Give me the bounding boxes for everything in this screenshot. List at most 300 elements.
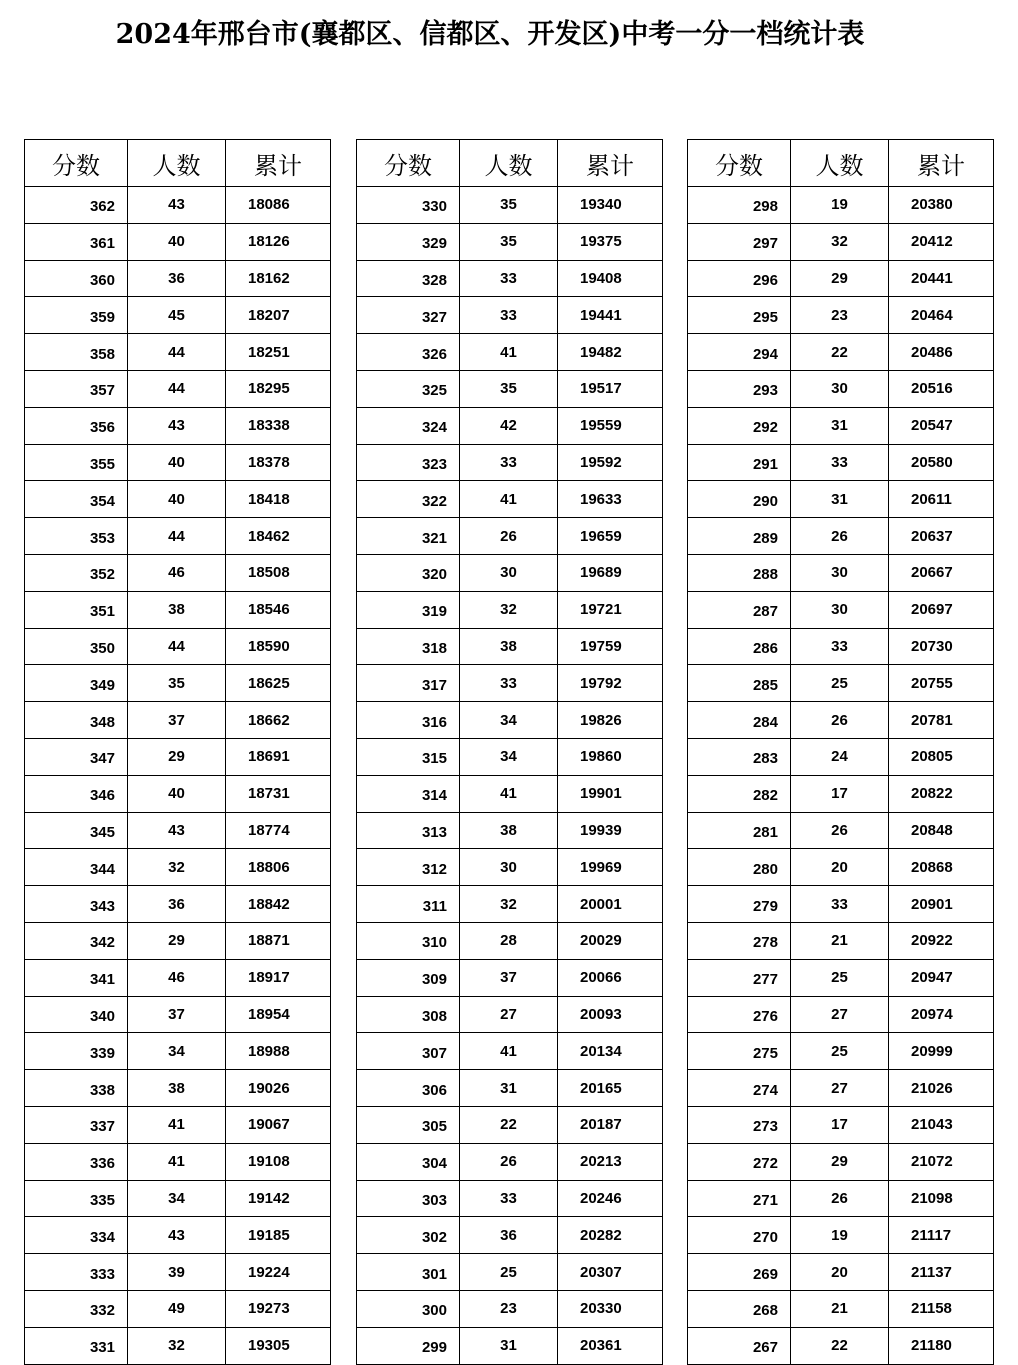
score-cell: 306 [357, 1070, 460, 1107]
score-cell: 292 [688, 407, 791, 444]
header-count: 人数 [460, 140, 558, 187]
count-cell: 26 [791, 812, 889, 849]
cumulative-cell: 19659 [558, 518, 663, 555]
count-cell: 39 [128, 1254, 226, 1291]
count-cell: 17 [791, 775, 889, 812]
table-row [25, 775, 331, 812]
count-cell: 36 [460, 1217, 558, 1254]
table-row [688, 1290, 994, 1327]
count-cell: 30 [791, 370, 889, 407]
table-row [357, 407, 663, 444]
score-cell: 296 [688, 260, 791, 297]
count-cell: 33 [791, 444, 889, 481]
cumulative-cell: 18774 [226, 812, 331, 849]
count-cell: 26 [460, 518, 558, 555]
count-cell: 33 [460, 444, 558, 481]
count-cell: 25 [460, 1254, 558, 1291]
score-cell: 273 [688, 1106, 791, 1143]
header-score: 分数 [357, 140, 460, 187]
cumulative-cell: 19689 [558, 554, 663, 591]
count-cell: 17 [791, 1106, 889, 1143]
score-cell: 326 [357, 334, 460, 371]
cumulative-cell: 19273 [226, 1290, 331, 1327]
count-cell: 26 [460, 1143, 558, 1180]
count-cell: 43 [128, 407, 226, 444]
cumulative-cell: 20547 [889, 407, 994, 444]
score-cell: 357 [25, 370, 128, 407]
count-cell: 27 [791, 1070, 889, 1107]
table-row [688, 554, 994, 591]
count-cell: 44 [128, 334, 226, 371]
count-cell: 41 [460, 775, 558, 812]
score-cell: 275 [688, 1033, 791, 1070]
table-row [688, 702, 994, 739]
table-row [688, 223, 994, 260]
table-row [25, 1290, 331, 1327]
score-cell: 283 [688, 738, 791, 775]
table-row [688, 1180, 994, 1217]
score-cell: 323 [357, 444, 460, 481]
score-cell: 268 [688, 1290, 791, 1327]
count-cell: 24 [791, 738, 889, 775]
score-cell: 349 [25, 665, 128, 702]
score-cell: 340 [25, 996, 128, 1033]
table-row [688, 1327, 994, 1364]
cumulative-cell: 20361 [558, 1327, 663, 1364]
count-cell: 43 [128, 1217, 226, 1254]
count-cell: 20 [791, 1254, 889, 1291]
cumulative-cell: 21098 [889, 1180, 994, 1217]
score-table-1 [24, 139, 331, 1365]
score-table-2 [356, 139, 663, 1365]
count-cell: 29 [791, 260, 889, 297]
score-cell: 280 [688, 849, 791, 886]
count-cell: 34 [460, 738, 558, 775]
cumulative-cell: 19441 [558, 297, 663, 334]
score-cell: 318 [357, 628, 460, 665]
table-row [357, 1180, 663, 1217]
score-cell: 324 [357, 407, 460, 444]
count-cell: 26 [791, 702, 889, 739]
score-cell: 281 [688, 812, 791, 849]
score-cell: 297 [688, 223, 791, 260]
score-cell: 290 [688, 481, 791, 518]
score-cell: 309 [357, 959, 460, 996]
count-cell: 22 [791, 1327, 889, 1364]
table-row [25, 702, 331, 739]
score-cell: 299 [357, 1327, 460, 1364]
table-row [357, 922, 663, 959]
score-cell: 315 [357, 738, 460, 775]
score-cell: 279 [688, 886, 791, 923]
score-cell: 350 [25, 628, 128, 665]
count-cell: 36 [128, 886, 226, 923]
count-cell: 35 [460, 370, 558, 407]
table-row [25, 886, 331, 923]
score-cell: 285 [688, 665, 791, 702]
score-cell: 284 [688, 702, 791, 739]
cumulative-cell: 18508 [226, 554, 331, 591]
cumulative-cell: 18546 [226, 591, 331, 628]
table-row [688, 738, 994, 775]
score-cell: 361 [25, 223, 128, 260]
cumulative-cell: 19517 [558, 370, 663, 407]
cumulative-cell: 18842 [226, 886, 331, 923]
cumulative-cell: 19721 [558, 591, 663, 628]
count-cell: 41 [460, 481, 558, 518]
score-cell: 298 [688, 187, 791, 224]
score-cell: 358 [25, 334, 128, 371]
score-cell: 359 [25, 297, 128, 334]
count-cell: 19 [791, 1217, 889, 1254]
table-row [688, 812, 994, 849]
cumulative-cell: 18086 [226, 187, 331, 224]
score-cell: 316 [357, 702, 460, 739]
cumulative-cell: 20464 [889, 297, 994, 334]
count-cell: 31 [460, 1327, 558, 1364]
table-row [688, 1217, 994, 1254]
count-cell: 44 [128, 518, 226, 555]
cumulative-cell: 18625 [226, 665, 331, 702]
score-cell: 312 [357, 849, 460, 886]
cumulative-cell: 20901 [889, 886, 994, 923]
table-row [357, 297, 663, 334]
score-cell: 308 [357, 996, 460, 1033]
count-cell: 33 [791, 628, 889, 665]
score-cell: 276 [688, 996, 791, 1033]
table-row [25, 518, 331, 555]
count-cell: 40 [128, 481, 226, 518]
cumulative-cell: 20868 [889, 849, 994, 886]
cumulative-cell: 19375 [558, 223, 663, 260]
score-cell: 277 [688, 959, 791, 996]
score-cell: 286 [688, 628, 791, 665]
cumulative-cell: 18418 [226, 481, 331, 518]
score-cell: 288 [688, 554, 791, 591]
score-cell: 332 [25, 1290, 128, 1327]
header-row [25, 140, 331, 187]
cumulative-cell: 18988 [226, 1033, 331, 1070]
score-cell: 345 [25, 812, 128, 849]
cumulative-cell: 20001 [558, 886, 663, 923]
table-row [688, 187, 994, 224]
count-cell: 23 [791, 297, 889, 334]
score-cell: 320 [357, 554, 460, 591]
table-row [688, 886, 994, 923]
score-cell: 295 [688, 297, 791, 334]
score-cell: 282 [688, 775, 791, 812]
cumulative-cell: 20974 [889, 996, 994, 1033]
score-cell: 319 [357, 591, 460, 628]
table-row [357, 444, 663, 481]
count-cell: 45 [128, 297, 226, 334]
table-row [688, 334, 994, 371]
count-cell: 26 [791, 1180, 889, 1217]
header-cumulative: 累计 [558, 140, 663, 187]
score-cell: 329 [357, 223, 460, 260]
table-row [688, 922, 994, 959]
count-cell: 32 [460, 591, 558, 628]
count-cell: 38 [128, 591, 226, 628]
count-cell: 30 [791, 554, 889, 591]
header-score: 分数 [25, 140, 128, 187]
score-cell: 335 [25, 1180, 128, 1217]
cumulative-cell: 18871 [226, 922, 331, 959]
score-cell: 322 [357, 481, 460, 518]
header-cumulative: 累计 [226, 140, 331, 187]
cumulative-cell: 21158 [889, 1290, 994, 1327]
score-cell: 347 [25, 738, 128, 775]
table-row [25, 1106, 331, 1143]
score-cell: 267 [688, 1327, 791, 1364]
score-cell: 344 [25, 849, 128, 886]
score-cell: 307 [357, 1033, 460, 1070]
count-cell: 22 [460, 1106, 558, 1143]
score-cell: 362 [25, 187, 128, 224]
table-row [25, 996, 331, 1033]
table-row [357, 1290, 663, 1327]
score-cell: 289 [688, 518, 791, 555]
cumulative-cell: 19939 [558, 812, 663, 849]
score-cell: 302 [357, 1217, 460, 1254]
cumulative-cell: 20755 [889, 665, 994, 702]
score-cell: 325 [357, 370, 460, 407]
cumulative-cell: 18662 [226, 702, 331, 739]
cumulative-cell: 20165 [558, 1070, 663, 1107]
table-row [688, 370, 994, 407]
table-row [688, 260, 994, 297]
cumulative-cell: 18251 [226, 334, 331, 371]
table-row [357, 812, 663, 849]
table-row [357, 959, 663, 996]
table-row [688, 959, 994, 996]
count-cell: 19 [791, 187, 889, 224]
table-row [25, 849, 331, 886]
table-row [357, 1327, 663, 1364]
table-row [357, 1106, 663, 1143]
cumulative-cell: 18338 [226, 407, 331, 444]
count-cell: 32 [128, 1327, 226, 1364]
count-cell: 21 [791, 1290, 889, 1327]
cumulative-cell: 20134 [558, 1033, 663, 1070]
score-cell: 305 [357, 1106, 460, 1143]
count-cell: 35 [460, 223, 558, 260]
cumulative-cell: 21117 [889, 1217, 994, 1254]
table-row [25, 370, 331, 407]
cumulative-cell: 18806 [226, 849, 331, 886]
cumulative-cell: 20380 [889, 187, 994, 224]
table-row [357, 518, 663, 555]
table-row [25, 1070, 331, 1107]
cumulative-cell: 18917 [226, 959, 331, 996]
cumulative-cell: 19860 [558, 738, 663, 775]
count-cell: 26 [791, 518, 889, 555]
score-cell: 303 [357, 1180, 460, 1217]
score-cell: 343 [25, 886, 128, 923]
score-cell: 356 [25, 407, 128, 444]
table-row [25, 1033, 331, 1070]
table-row [25, 665, 331, 702]
header-row [357, 140, 663, 187]
score-cell: 348 [25, 702, 128, 739]
table-row [25, 407, 331, 444]
table-row [25, 922, 331, 959]
table-row [25, 297, 331, 334]
cumulative-cell: 20066 [558, 959, 663, 996]
table-row [25, 187, 331, 224]
score-cell: 355 [25, 444, 128, 481]
count-cell: 43 [128, 187, 226, 224]
count-cell: 41 [460, 1033, 558, 1070]
table-row [357, 1033, 663, 1070]
count-cell: 35 [460, 187, 558, 224]
cumulative-cell: 18954 [226, 996, 331, 1033]
cumulative-cell: 19224 [226, 1254, 331, 1291]
table-row [25, 481, 331, 518]
count-cell: 32 [128, 849, 226, 886]
score-cell: 294 [688, 334, 791, 371]
score-cell: 269 [688, 1254, 791, 1291]
count-cell: 31 [791, 481, 889, 518]
count-cell: 37 [128, 702, 226, 739]
score-cell: 354 [25, 481, 128, 518]
table-row [357, 260, 663, 297]
score-cell: 331 [25, 1327, 128, 1364]
count-cell: 44 [128, 370, 226, 407]
cumulative-cell: 20611 [889, 481, 994, 518]
cumulative-cell: 20922 [889, 922, 994, 959]
table-row [357, 481, 663, 518]
count-cell: 34 [128, 1033, 226, 1070]
score-cell: 328 [357, 260, 460, 297]
count-cell: 35 [128, 665, 226, 702]
cumulative-cell: 19067 [226, 1106, 331, 1143]
cumulative-cell: 19026 [226, 1070, 331, 1107]
table-row [25, 812, 331, 849]
score-cell: 301 [357, 1254, 460, 1291]
table-row [25, 959, 331, 996]
count-cell: 43 [128, 812, 226, 849]
cumulative-cell: 20187 [558, 1106, 663, 1143]
cumulative-cell: 18295 [226, 370, 331, 407]
cumulative-cell: 19633 [558, 481, 663, 518]
cumulative-cell: 20848 [889, 812, 994, 849]
score-cell: 311 [357, 886, 460, 923]
count-cell: 37 [460, 959, 558, 996]
cumulative-cell: 21072 [889, 1143, 994, 1180]
count-cell: 29 [128, 922, 226, 959]
count-cell: 41 [128, 1106, 226, 1143]
table-row [25, 628, 331, 665]
cumulative-cell: 19826 [558, 702, 663, 739]
table-row [688, 591, 994, 628]
header-score: 分数 [688, 140, 791, 187]
count-cell: 22 [791, 334, 889, 371]
score-cell: 314 [357, 775, 460, 812]
count-cell: 46 [128, 959, 226, 996]
cumulative-cell: 18691 [226, 738, 331, 775]
cumulative-cell: 20029 [558, 922, 663, 959]
count-cell: 32 [791, 223, 889, 260]
header-cumulative: 累计 [889, 140, 994, 187]
table-row [688, 1070, 994, 1107]
count-cell: 40 [128, 444, 226, 481]
table-row [688, 1143, 994, 1180]
table-row [688, 775, 994, 812]
count-cell: 20 [791, 849, 889, 886]
score-cell: 270 [688, 1217, 791, 1254]
table-row [25, 1180, 331, 1217]
table-row [688, 1106, 994, 1143]
cumulative-cell: 18462 [226, 518, 331, 555]
cumulative-cell: 20947 [889, 959, 994, 996]
score-cell: 304 [357, 1143, 460, 1180]
score-cell: 330 [357, 187, 460, 224]
count-cell: 28 [460, 922, 558, 959]
cumulative-cell: 19305 [226, 1327, 331, 1364]
count-cell: 31 [791, 407, 889, 444]
score-cell: 342 [25, 922, 128, 959]
count-cell: 41 [128, 1143, 226, 1180]
count-cell: 40 [128, 775, 226, 812]
table-row [688, 444, 994, 481]
cumulative-cell: 19340 [558, 187, 663, 224]
score-cell: 272 [688, 1143, 791, 1180]
table-row [357, 849, 663, 886]
count-cell: 21 [791, 922, 889, 959]
cumulative-cell: 20781 [889, 702, 994, 739]
count-cell: 34 [460, 702, 558, 739]
table-row [357, 334, 663, 371]
table-row [357, 775, 663, 812]
cumulative-cell: 20637 [889, 518, 994, 555]
count-cell: 36 [128, 260, 226, 297]
table-row [25, 1143, 331, 1180]
table-row [25, 260, 331, 297]
table-row [688, 996, 994, 1033]
cumulative-cell: 21180 [889, 1327, 994, 1364]
count-cell: 27 [791, 996, 889, 1033]
cumulative-cell: 21043 [889, 1106, 994, 1143]
cumulative-cell: 18378 [226, 444, 331, 481]
count-cell: 38 [128, 1070, 226, 1107]
score-cell: 352 [25, 554, 128, 591]
cumulative-cell: 19969 [558, 849, 663, 886]
cumulative-cell: 19408 [558, 260, 663, 297]
count-cell: 30 [791, 591, 889, 628]
score-cell: 287 [688, 591, 791, 628]
table-row [688, 518, 994, 555]
cumulative-cell: 20486 [889, 334, 994, 371]
score-cell: 336 [25, 1143, 128, 1180]
cumulative-cell: 18162 [226, 260, 331, 297]
page-title: 2024年邢台市(襄都区、信都区、开发区)中考一分一档统计表 [115, 19, 865, 50]
count-cell: 30 [460, 554, 558, 591]
cumulative-cell: 21026 [889, 1070, 994, 1107]
cumulative-cell: 19108 [226, 1143, 331, 1180]
score-cell: 333 [25, 1254, 128, 1291]
cumulative-cell: 20822 [889, 775, 994, 812]
table-row [357, 370, 663, 407]
cumulative-cell: 18207 [226, 297, 331, 334]
score-table-3 [687, 139, 994, 1365]
count-cell: 29 [128, 738, 226, 775]
cumulative-cell: 20667 [889, 554, 994, 591]
cumulative-cell: 19792 [558, 665, 663, 702]
table-row [688, 297, 994, 334]
cumulative-cell: 21137 [889, 1254, 994, 1291]
cumulative-cell: 19592 [558, 444, 663, 481]
